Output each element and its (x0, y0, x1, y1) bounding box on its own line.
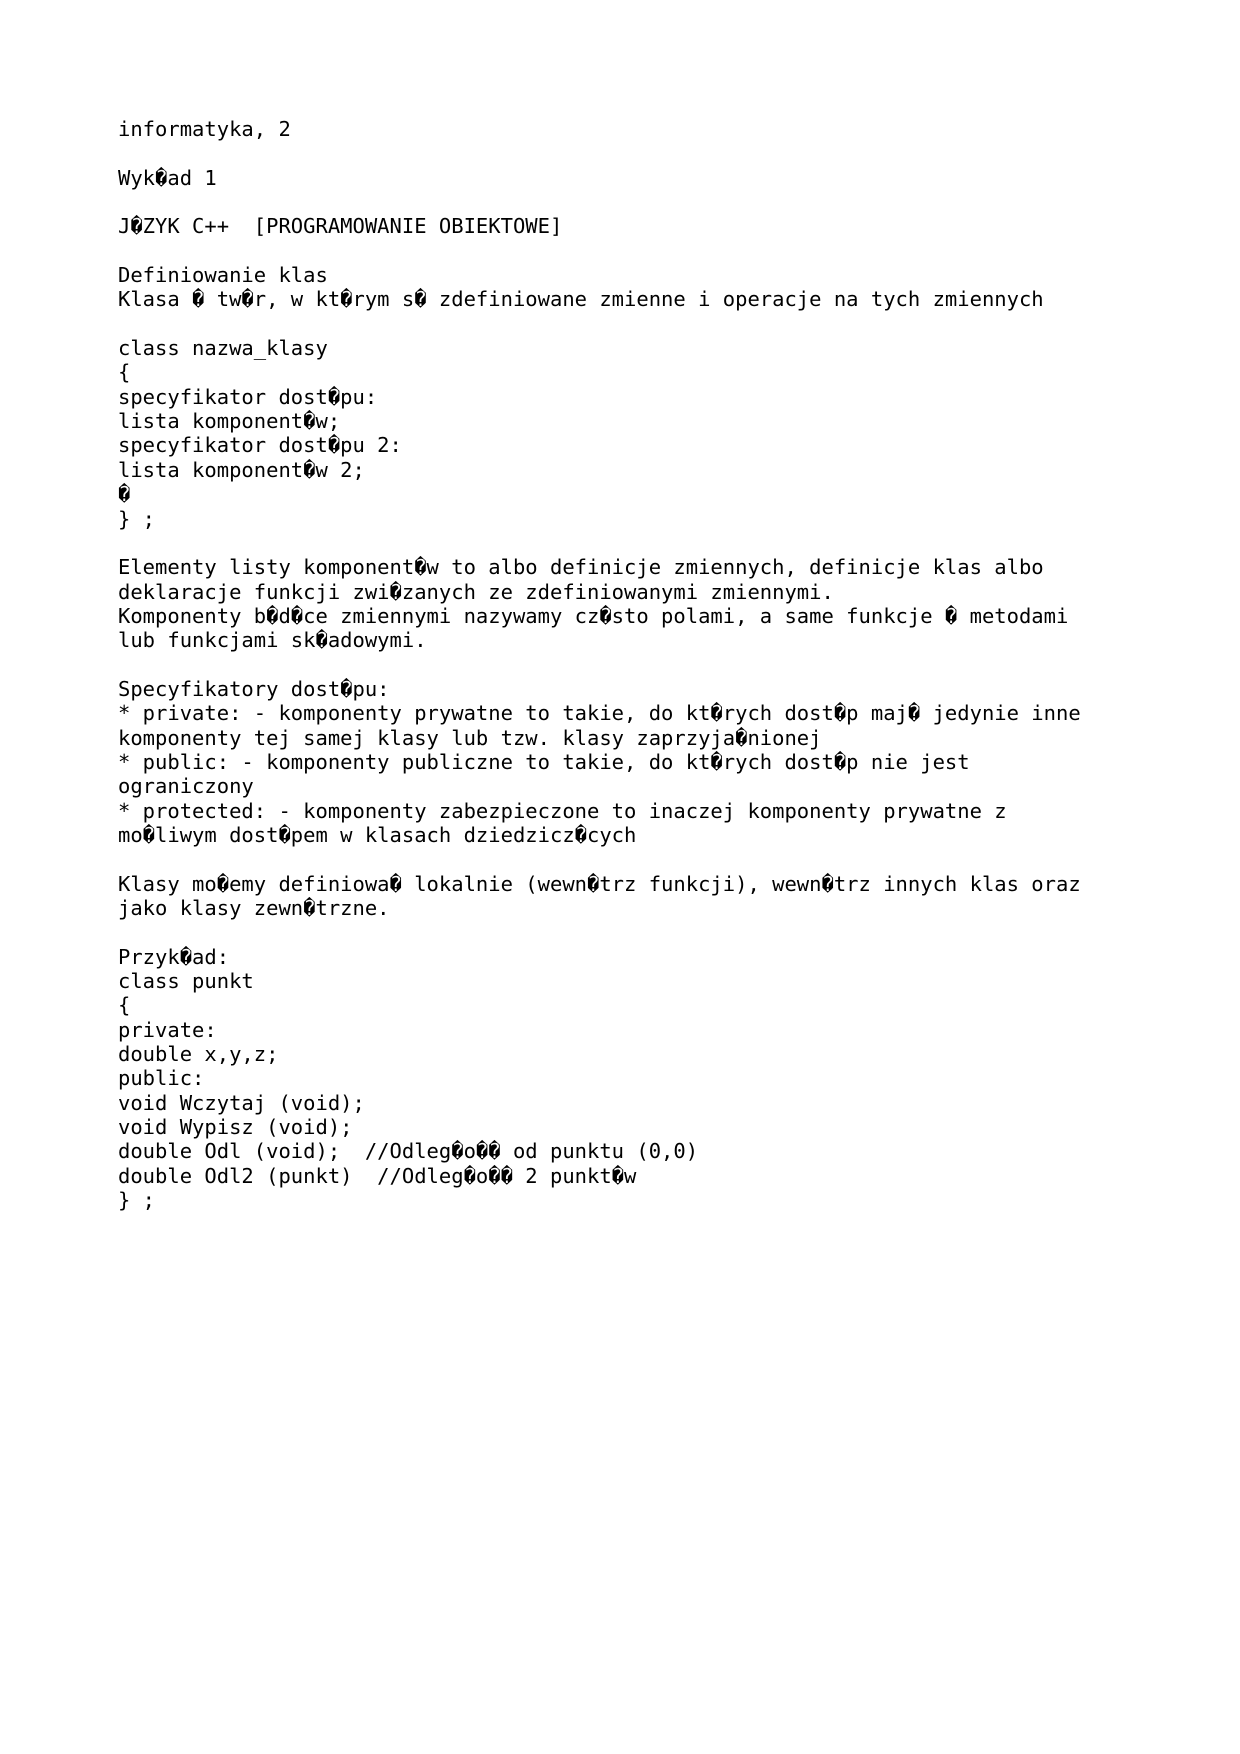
text-line: informatyka, 2 (118, 117, 291, 141)
text-line: * protected: - komponenty zabezpieczone to inaczej komponenty prywatne z (118, 798, 1007, 823)
text-line: private: (118, 1017, 217, 1042)
text-line: * private: - komponenty prywatne to takie, do kt�rych dost�p maj� jedynie inne (118, 701, 1081, 726)
text-line: Definiowanie klas (118, 263, 328, 288)
document-body (118, 117, 1198, 1212)
text-line: � (118, 482, 131, 507)
blank-line (118, 531, 1198, 555)
text-line: public: (118, 1066, 205, 1091)
text-line: lista komponent�w 2; (118, 457, 365, 482)
text-line: Przyk�ad: (118, 944, 230, 969)
blank-line (118, 239, 1198, 263)
text-line: lista komponent�w; (118, 409, 341, 434)
text-line: Komponenty b�d�ce zmiennymi nazywamy cz�sto polami, a same funkcje � metodami (118, 603, 1069, 628)
text-line: double Odl (void); //Odleg�o�� od punktu (0,0) (118, 1139, 699, 1164)
text-line: } ; (118, 506, 156, 531)
blank-line (118, 847, 1198, 871)
text-line: double Odl2 (punkt) //Odleg�o�� 2 punkt�w (118, 1163, 637, 1188)
text-line: } ; (118, 1188, 156, 1213)
text-line: class punkt (118, 969, 254, 994)
text-line: class nazwa_klasy (118, 336, 328, 361)
text-line: mo�liwym dost�pem w klasach dziedzicz�cych (118, 822, 637, 847)
text-line: lub funkcjami sk�adowymi. (118, 628, 427, 653)
text-line: ograniczony (118, 774, 254, 799)
text-line: void Wczytaj (void); (118, 1090, 365, 1115)
text-line: Klasa � tw�r, w kt�rym s� zdefiniowane zmienne i operacje na tych zmiennych (118, 287, 1044, 312)
text-line: specyfikator dost�pu 2: (118, 433, 402, 458)
text-line: deklaracje funkcji zwi�zanych ze zdefiniowanymi zmiennymi. (118, 579, 834, 604)
text-line: { (118, 360, 131, 385)
text-line: Wyk�ad 1 (118, 165, 217, 190)
blank-line (118, 141, 1198, 165)
text-line: void Wypisz (void); (118, 1115, 353, 1140)
text-line: Klasy mo�emy definiowa� lokalnie (wewn�trz funkcji), wewn�trz innych klas oraz (118, 871, 1081, 896)
text-line: { (118, 993, 131, 1018)
blank-line (118, 920, 1198, 944)
text-line: double x,y,z; (118, 1042, 279, 1067)
blank-line (118, 190, 1198, 214)
text-line: J�ZYK C++ [PROGRAMOWANIE OBIEKTOWE] (118, 214, 563, 239)
blank-line (118, 653, 1198, 677)
text-line: jako klasy zewn�trzne. (118, 896, 390, 920)
blank-line (118, 312, 1198, 336)
text-line: Specyfikatory dost�pu: (118, 676, 390, 701)
text-line: Elementy listy komponent�w to albo definicje zmiennych, definicje klas albo (118, 555, 1044, 580)
text-line: specyfikator dost�pu: (118, 384, 378, 409)
text-line: komponenty tej samej klasy lub tzw. klasy zaprzyja�nionej (118, 725, 822, 750)
text-line: * public: - komponenty publiczne to takie, do kt�rych dost�p nie jest (118, 749, 970, 774)
